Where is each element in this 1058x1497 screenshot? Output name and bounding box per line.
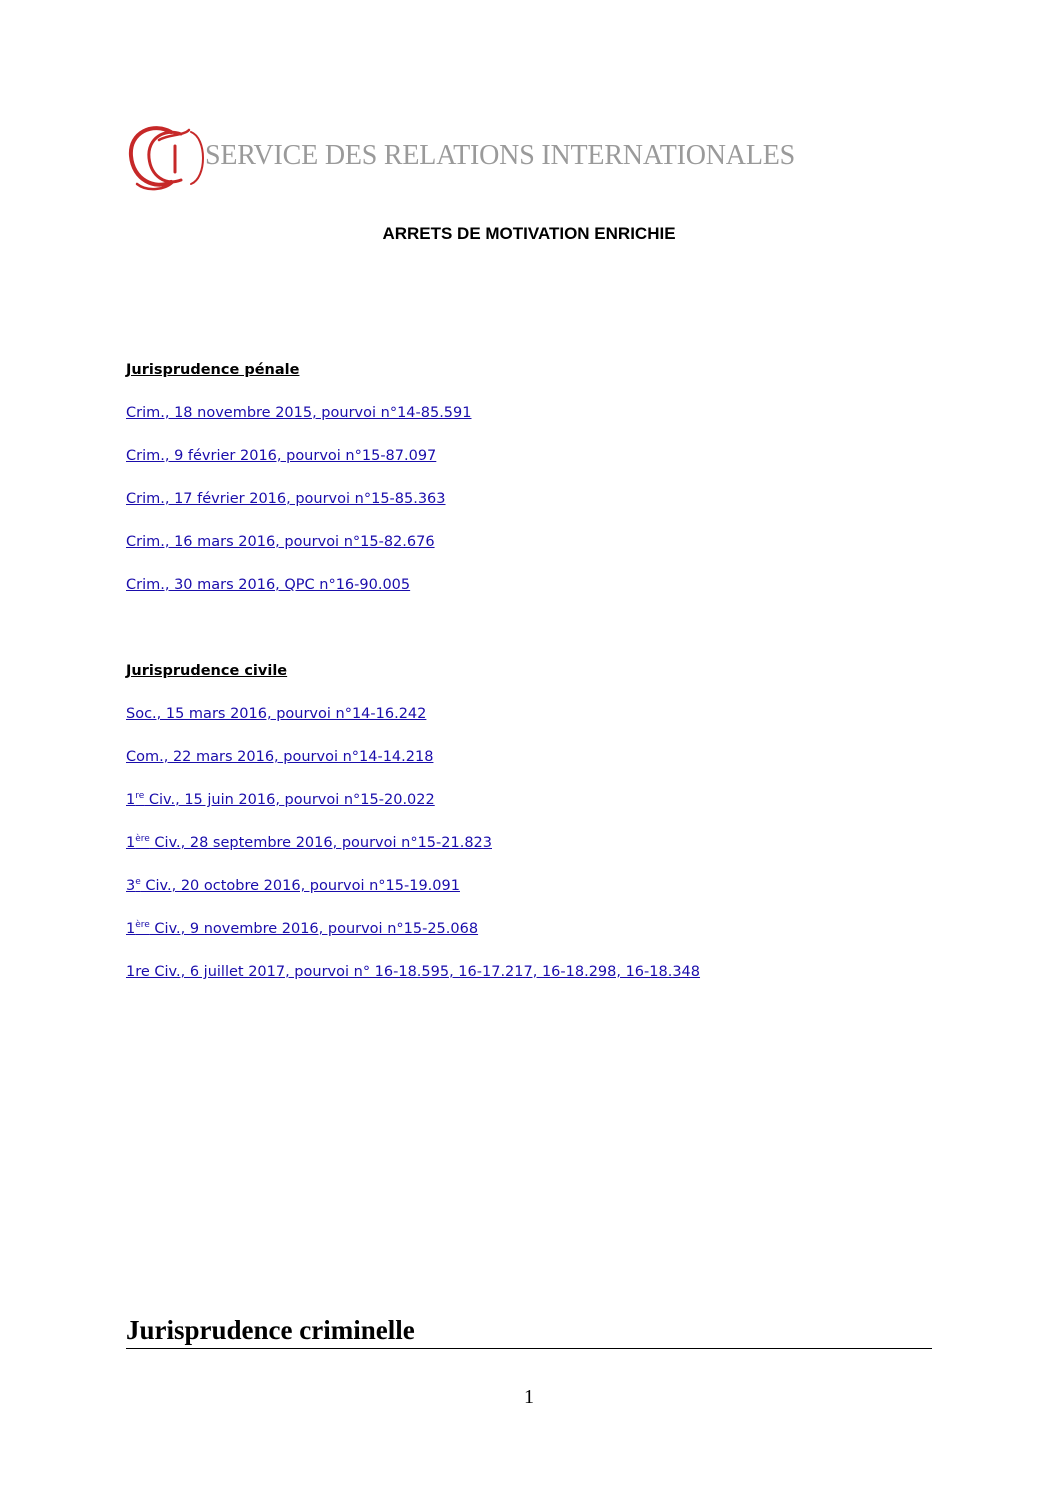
chapter-heading: Jurisprudence criminelle [126, 1314, 932, 1349]
decision-link[interactable] [126, 833, 700, 853]
decision-link[interactable]: Soc., 15 mars 2016, pourvoi n°14-16.242 [126, 706, 427, 722]
ordinal-suffix: ère [135, 834, 150, 844]
decision-link-list [126, 704, 700, 982]
decision-link[interactable]: Com., 22 mars 2016, pourvoi n°14-14.218 [126, 749, 434, 765]
page-number: 1 [524, 1386, 534, 1408]
chamber-number: 3 [126, 878, 136, 894]
decision-link[interactable] [126, 790, 700, 810]
decision-link[interactable] [126, 876, 700, 896]
organization-name: SERVICE DES RELATIONS INTERNATIONALES [205, 140, 796, 171]
decision-link[interactable]: Crim., 17 février 2016, pourvoi n°15-85.363 [126, 491, 446, 507]
decision-link[interactable]: Crim., 9 février 2016, pourvoi n°15-87.097 [126, 448, 437, 464]
chamber-number: 1 [126, 921, 136, 937]
decision-link[interactable]: Crim., 18 novembre 2015, pourvoi n°14-85.591 [126, 405, 472, 421]
decision-link[interactable]: Crim., 16 mars 2016, pourvoi n°15-82.676 [126, 534, 435, 550]
section-jurisprudence-civile [126, 661, 700, 982]
decision-link-list [126, 403, 472, 595]
document-title: ARRETS DE MOTIVATION ENRICHIE [382, 224, 676, 243]
section-jurisprudence-penale [126, 360, 472, 595]
decision-link-text: Civ., 28 septembre 2016, pourvoi n°15-21.823 [149, 835, 492, 851]
decision-link[interactable]: Crim., 30 mars 2016, QPC n°16-90.005 [126, 577, 411, 593]
ordinal-suffix: ère [135, 920, 150, 930]
ordinal-suffix: re [135, 791, 145, 801]
decision-link-text: Civ., 9 novembre 2016, pourvoi n°15-25.068 [149, 921, 479, 937]
section-heading: Jurisprudence civile [126, 663, 288, 679]
decision-link[interactable]: 1re Civ., 6 juillet 2017, pourvoi n° 16-18.595, 16-17.217, 16-18.298, 16-18.348 [126, 964, 701, 980]
section-heading: Jurisprudence pénale [126, 362, 300, 378]
decision-link-text: Civ., 20 octobre 2016, pourvoi n°15-19.091 [140, 878, 460, 894]
ordinal-suffix: e [135, 877, 141, 887]
chamber-number: 1 [126, 792, 136, 808]
decision-link-text: Civ., 15 juin 2016, pourvoi n°15-20.022 [144, 792, 435, 808]
decision-link[interactable] [126, 919, 700, 939]
cour-de-cassation-logo [125, 124, 209, 192]
chamber-number: 1 [126, 835, 136, 851]
